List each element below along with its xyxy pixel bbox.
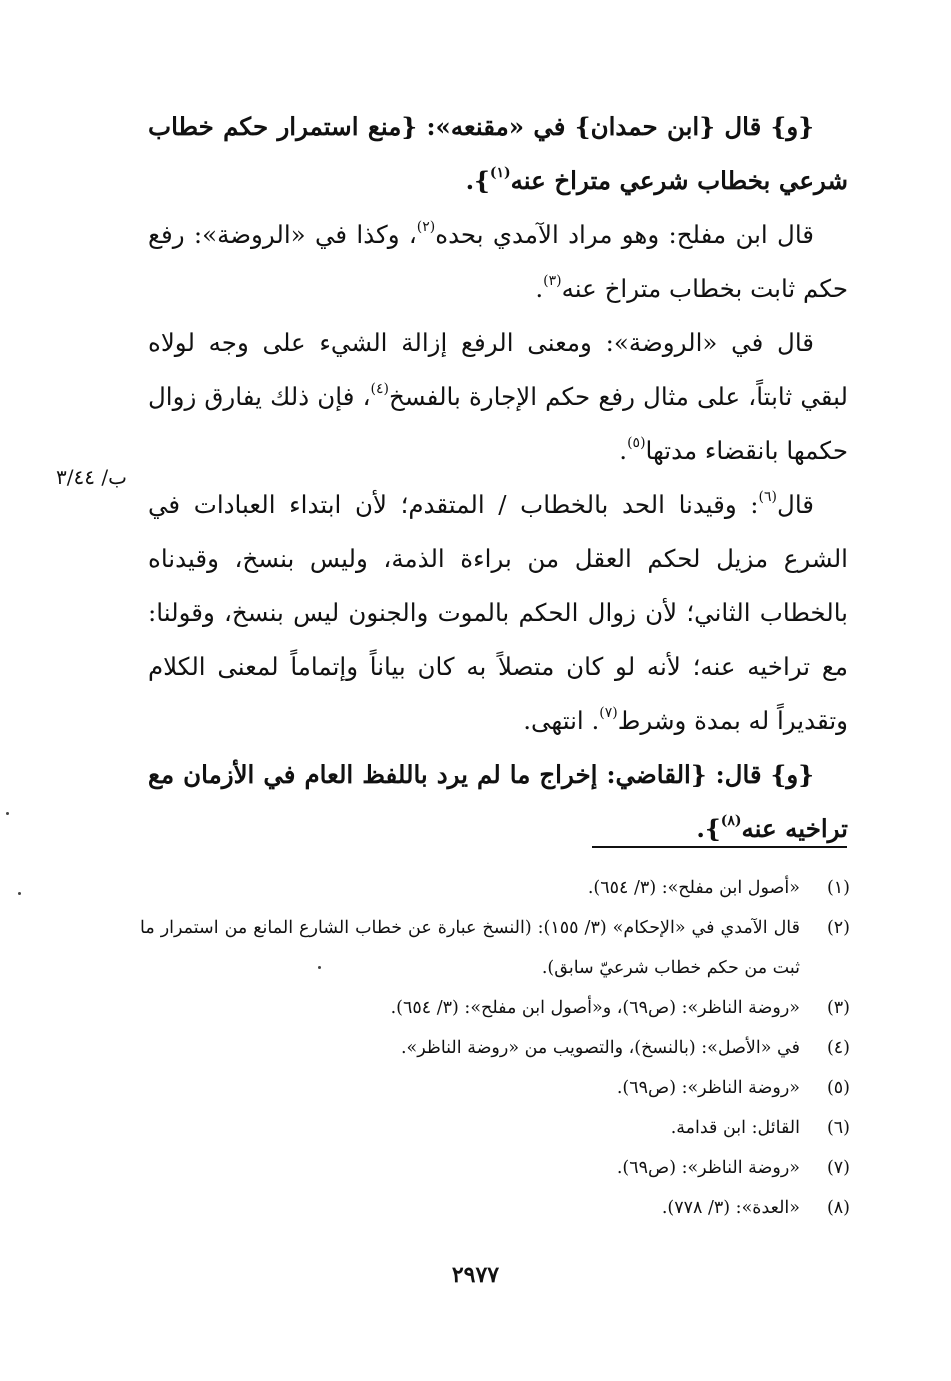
paragraph-text: ، فإن ذلك يفارق زوال حكمها بانقضاء مدتها — [148, 382, 848, 465]
footnote-text: «روضة الناظر»: (ص٦٩). — [616, 1078, 800, 1098]
paragraph-rawda-meaning — [148, 316, 848, 478]
footnote-item — [140, 1148, 850, 1188]
main-text-body — [148, 100, 848, 856]
footnote-text: «روضة الناظر»: (ص٦٩). — [616, 1158, 800, 1178]
footnote-number: (١) — [826, 878, 850, 898]
footnote-text: القائل: ابن قدامة. — [670, 1118, 800, 1138]
paragraph-text: }. — [696, 814, 721, 843]
page-number: ٢٩٧٧ — [451, 1262, 500, 1288]
footnote-ref-7: (٧) — [599, 704, 618, 721]
paragraph-text: . — [619, 436, 628, 465]
paragraph-qala-definition — [148, 478, 848, 748]
footnote-number: (٦) — [826, 1118, 850, 1138]
footnote-ref-5: (٥) — [627, 434, 646, 451]
footnote-ref-4: (٤) — [370, 380, 389, 397]
footnote-number: (٥) — [826, 1078, 850, 1098]
paragraph-text: قال ابن مفلح: وهو مراد الآمدي بحده — [435, 220, 814, 249]
scan-speck — [6, 812, 9, 815]
paragraph-ibn-muflih — [148, 208, 848, 316]
footnote-item — [140, 1068, 850, 1108]
footnote-ref-8: (٨) — [720, 812, 742, 829]
scan-speck — [18, 892, 21, 895]
footnote-text: «أصول ابن مفلح»: (٣/ ٦٥٤). — [587, 878, 800, 898]
scan-speck — [318, 966, 321, 969]
paragraph-text: قال في «الروضة»: ومعنى الرفع إزالة الشيء على وجه لولاه لبقي ثابتاً، على مثال رفع حكم الإجارة بالفسخ — [148, 328, 849, 411]
footnote-item — [140, 868, 850, 908]
footnote-text: قال الآمدي في «الإحكام» (٣/ ١٥٥): (النسخ عبارة عن خطاب الشارع المانع من استمرار ما ثبت من حكم خطاب شرعيّ سابق). — [140, 918, 800, 978]
paragraph-text: {و} قال {ابن حمدان} في «مقنعه»: {منع استمرار حكم خطاب شرعي بخطاب شرعي متراخ عنه — [148, 112, 848, 195]
paragraph-ibn-hamdan — [148, 100, 848, 208]
paragraph-text: }. — [465, 166, 490, 195]
paragraph-text: . — [535, 274, 544, 303]
footnote-item — [140, 908, 850, 988]
paragraph-text: : وقيدنا الحد بالخطاب / المتقدم؛ لأن ابتداء العبادات في الشرع مزيل لحكم العقل من براءة الذمة، وليس بنسخ، وقيدناه بالخطاب الثاني؛ لأن زوال الحكم بالموت والجنون ليس بنسخ، وقولنا: مع تراخيه عنه؛ لأنه لو كان متصلاً به كان بياناً وإتماماً لمعنى الكلام وتقديراً له بمدة وشرط — [148, 490, 848, 735]
footnote-ref-3: (٣) — [543, 272, 562, 289]
footnote-ref-2: (٢) — [416, 218, 436, 235]
paragraph-text: ، وكذا في «الروضة»: رفع حكم ثابت بخطاب متراخ عنه — [148, 220, 848, 303]
footnote-item — [140, 1028, 850, 1068]
footnote-text: في «الأصل»: (بالنسخ)، والتصويب من «روضة الناظر». — [400, 1038, 800, 1058]
footnote-number: (٨) — [826, 1198, 850, 1218]
footnotes-list — [140, 868, 850, 1228]
footnote-number: (٣) — [826, 998, 850, 1018]
paragraph-al-qadi — [148, 748, 848, 856]
footnote-number: (٧) — [826, 1158, 850, 1178]
paragraph-text: . انتهى. — [523, 706, 600, 735]
footnote-item — [140, 1108, 850, 1148]
footnote-text: «العدة»: (٣/ ٧٧٨). — [661, 1198, 800, 1218]
footnote-item — [140, 988, 850, 1028]
footnote-number: (٢) — [826, 918, 850, 938]
footnote-ref-1: (١) — [489, 164, 511, 181]
margin-manuscript-reference: ب/ ٣/٤٤ — [56, 465, 127, 489]
footnote-ref-6: (٦) — [758, 488, 778, 505]
footnote-separator — [592, 846, 847, 848]
footnote-text: «روضة الناظر»: (ص٦٩)، و«أصول ابن مفلح»: (٣/ ٦٥٤). — [390, 998, 800, 1018]
footnote-number: (٤) — [826, 1038, 850, 1058]
paragraph-text: قال — [777, 490, 814, 519]
footnote-item — [140, 1188, 850, 1228]
paragraph-text: {و} قال: {القاضي: إخراج ما لم يرد باللفظ العام في الأزمان مع تراخيه عنه — [148, 760, 848, 843]
